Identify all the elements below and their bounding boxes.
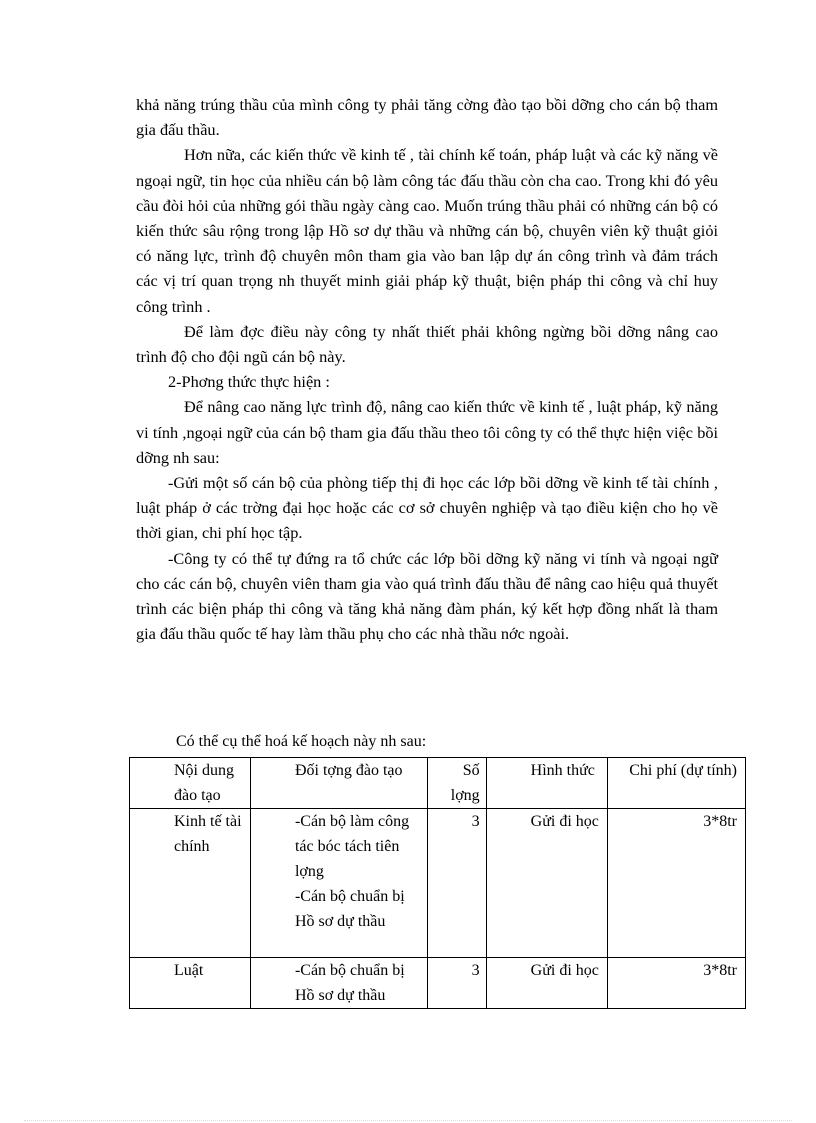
- header-content: Nội dung đào tạo: [130, 758, 251, 809]
- section-heading: 2-Phơng thức thực hiện :: [168, 372, 330, 392]
- bullet-send-staff: -Gửi một số cán bộ của phòng tiếp thị đi học các lớp bồi dỡng về kinh tế tài chính , luật pháp ở các trờng đại học hoặc các cơ sở chuyên nghiệp và tạo điều kiện cho họ về thời gian, chi phí học tập.: [136, 473, 718, 543]
- table-header-row: [130, 758, 746, 809]
- bullet-self-organize: -Công ty có thể tự đứng ra tổ chức các lớp bồi dỡng kỹ năng vi tính và ngoại ngữ cho các cán bộ, chuyên viên tham gia vào quá trình đấu thầu để nâng cao hiệu quả thuyết trình các biện pháp thi công và tăng khả năng đàm phán, ký kết hợp đồng nhất là tham gia đấu thầu quốc tế hay làm thầu phụ cho các nhà thầu nớc ngoài.: [136, 548, 718, 644]
- cell-form: Gửi đi học: [486, 958, 607, 1009]
- document-body: [136, 92, 718, 646]
- table-caption: Có thể cụ thể hoá kế hoạch này nh sau:: [176, 733, 427, 750]
- header-target: Đối tợng đào tạo: [250, 758, 427, 809]
- header-quantity: Số lợng: [428, 758, 486, 809]
- cell-content: Luật: [130, 958, 251, 1009]
- paragraph-continuation: khả năng trúng thầu của mình công ty phải tăng cờng đào tạo bồi dỡng cho cán bộ tham gia đấu thầu.: [136, 95, 718, 140]
- target-line: -Cán bộ làm công tác bóc tách tiên lợng: [294, 813, 410, 880]
- target-line: -Cán bộ chuẩn bị Hồ sơ dự thầu: [294, 962, 405, 1004]
- paragraph-knowledge: Hơn nữa, các kiến thức về kinh tế , tài chính kế toán, pháp luật và các kỹ năng về ngoại ngữ, tin học của nhiều cán bộ làm công tác đấu thầu còn cha cao. Trong khi đó yêu cầu đòi hỏi của những gói thầu ngày càng cao. Muốn trúng thầu phải có những cán bộ có kiến thức sâu rộng trong lập Hồ sơ dự thầu và những cán bộ, chuyên viên kỹ thuật giỏi có năng lực, trình độ chuyên môn tham gia vào ban lập dự án công trình và đảm trách các vị trí quan trọng nh thuyết minh giải pháp kỹ thuật, biện pháp thi công và chỉ huy công trình .: [136, 145, 718, 316]
- cell-cost: 3*8tr: [607, 809, 745, 958]
- cell-quantity: 3: [428, 958, 486, 1009]
- page-bottom-rule: [24, 1120, 792, 1121]
- cell-form: Gửi đi học: [486, 809, 607, 958]
- cell-content: Kinh tế tài chính: [130, 809, 251, 958]
- cell-target: [250, 809, 427, 958]
- header-cost: Chi phí (dự tính): [607, 758, 745, 809]
- header-form: Hình thức: [486, 758, 607, 809]
- paragraph-requirement: Để làm đợc điều này công ty nhất thiết phải không ngừng bồi dỡng nâng cao trình độ cho đội ngũ cán bộ này.: [136, 321, 718, 367]
- target-line: -Cán bộ chuẩn bị Hồ sơ dự thầu: [294, 888, 405, 930]
- cell-target: [250, 958, 427, 1009]
- cell-cost: 3*8tr: [607, 958, 745, 1009]
- training-plan-table: [129, 757, 746, 1009]
- table-row: [130, 958, 746, 1009]
- cell-quantity: 3: [428, 809, 486, 958]
- paragraph-method: Để nâng cao năng lực trình độ, nâng cao kiến thức về kinh tế , luật pháp, kỹ năng vi tính ,ngoại ngữ của cán bộ tham gia đấu thầu theo tôi công ty có thể thực hiện việc bồi dỡng nh sau:: [136, 397, 718, 467]
- table-row: [130, 809, 746, 958]
